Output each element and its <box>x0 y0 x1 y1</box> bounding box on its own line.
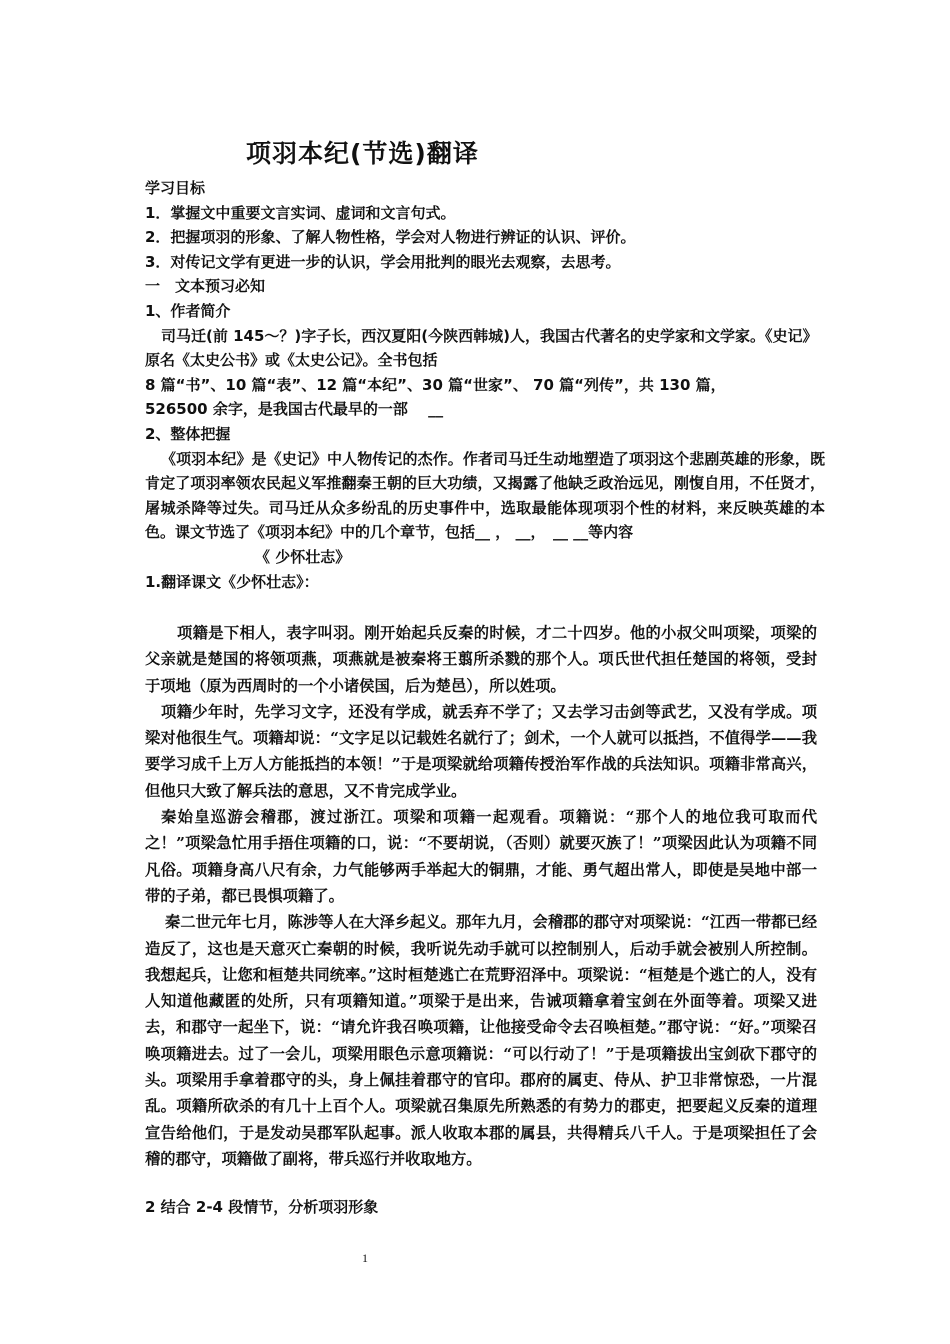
translation-paragraph: 秦始皇巡游会稽郡，渡过浙江。项梁和项籍一起观看。项籍说：“那个人的地位我可取而代之！”项梁急忙用手捂住项籍的口，说：“不要胡说，（否则）就要灭族了！”项梁因此认为项籍不同凡俗。项籍身高八尺有余，力气能够两手举起大的铜鼎，才能、勇气超出常人，即使是吴地中部一带的子弟，都已畏惧项籍了。 <box>145 808 817 905</box>
heading-preview: 一 文本预习必知 <box>145 277 266 296</box>
translation-paragraph: 秦二世元年七月，陈涉等人在大泽乡起义。那年九月，会稽郡的郡守对项梁说：“江西一带都已经造反了，这也是天意灭亡秦朝的时候，我听说先动手就可以控制别人，后动手就会被别人所控制。我想起兵，让您和桓楚共同统率。”这时桓楚逃亡在荒野沼泽中。项梁说：“桓楚是个逃亡的人，没有人知道他藏匿的处所，只有项籍知道。”项梁于是出来，告诫项籍拿着宝剑在外面等着。项梁又进去，和郡守一起坐下，说：“请允许我召唤项籍，让他接受命令去召唤桓楚。”郡守说：“好。”项梁召唤项籍进去。过了一会儿，项梁用眼色示意项籍说：“可以行动了！”于是项籍拔出宝剑砍下郡守的头。项梁用手拿着郡守的头，身上佩挂着郡守的官印。郡府的属吏、侍从、护卫非常惊恐，一片混乱。项籍所砍杀的有几十上百个人。项梁就召集原先所熟悉的有势力的郡吏，把要起义反秦的道理宣告给他们，于是发动吴郡军队起事。派人收取本郡的属县，共得精兵八千人。于是项梁担任了会稽的郡守，项籍做了副将，带兵巡行并收取地方。 <box>145 913 817 1168</box>
chapter-subtitle: 《 少怀壮志》 <box>255 547 351 566</box>
question-heading: 2 结合 2-4 段情节，分析项羽形象 <box>145 1198 379 1216</box>
goal-item: 3．对传记文学有更进一步的认识，学会用批判的眼光去观察，去思考。 <box>145 252 621 271</box>
translation-text <box>145 620 817 1172</box>
goal-item: 2．把握项羽的形象、了解人物性格，学会对人物进行辨证的认识、评价。 <box>145 228 636 247</box>
author-intro-text-3: 526500 余字，是我国古代最早的一部 __ <box>145 400 444 419</box>
study-section <box>145 176 825 594</box>
author-intro-text-2: 8 篇“书”、10 篇“表”、12 篇“本纪”、30 篇“世家”、 70 篇“列传”，共 130 篇， <box>145 375 726 394</box>
heading-study-goals: 学习目标 <box>145 179 206 197</box>
goal-item: 1．掌握文中重要文言实词、虚词和文言句式。 <box>145 203 456 222</box>
document-title: 项羽本纪(节选)翻译 <box>246 139 479 168</box>
heading-translate: 1.翻译课文《少怀壮志》： <box>145 572 319 591</box>
page-number: 1 <box>362 1251 368 1265</box>
translation-paragraph: 项籍是下相人，表字叫羽。刚开始起兵反秦的时候，才二十四岁。他的小叔父叫项梁，项梁的父亲就是楚国的将领项燕，项燕就是被秦将王翦所杀戮的那个人。项氏世代担任楚国的将领，受封于项地（原为西周时的一个小诸侯国，后为楚邑），所以姓项。 <box>145 624 817 695</box>
heading-author-intro: 1、作者简介 <box>145 301 231 320</box>
heading-overview: 2、整体把握 <box>145 424 231 443</box>
overview-text: 《项羽本纪》是《史记》中人物传记的杰作。作者司马迁生动地塑造了项羽这个悲剧英雄的形象，既肯定了项羽率领农民起义军推翻秦王朝的巨大功绩，又揭露了他缺乏政治远见，刚愎自用，不任贤才，屠城杀降等过失。司马迁从众多纷乱的历史事件中，选取最能体现项羽个性的材料，来反映英雄的本色。课文节选了《项羽本纪》中的几个章节，包括__ ， __， __ __等内容 <box>145 449 825 542</box>
translation-paragraph: 项籍少年时，先学习文字，还没有学成，就丢弃不学了；又去学习击剑等武艺，又没有学成。项梁对他很生气。项籍却说：“文字足以记载姓名就行了；剑术，一个人就可以抵挡，不值得学——我要学习成千上万人方能抵挡的本领！”于是项梁就给项籍传授治军作战的兵法知识。项籍非常高兴，但他只大致了解兵法的意思，又不肯完成学业。 <box>145 702 817 800</box>
author-intro-text: 司马迁(前 145～？)字子长，西汉夏阳(今陕西韩城)人，我国古代著名的史学家和文学家。《史记》原名《太史公书》或《太史公记》。全书包括 <box>145 326 818 370</box>
